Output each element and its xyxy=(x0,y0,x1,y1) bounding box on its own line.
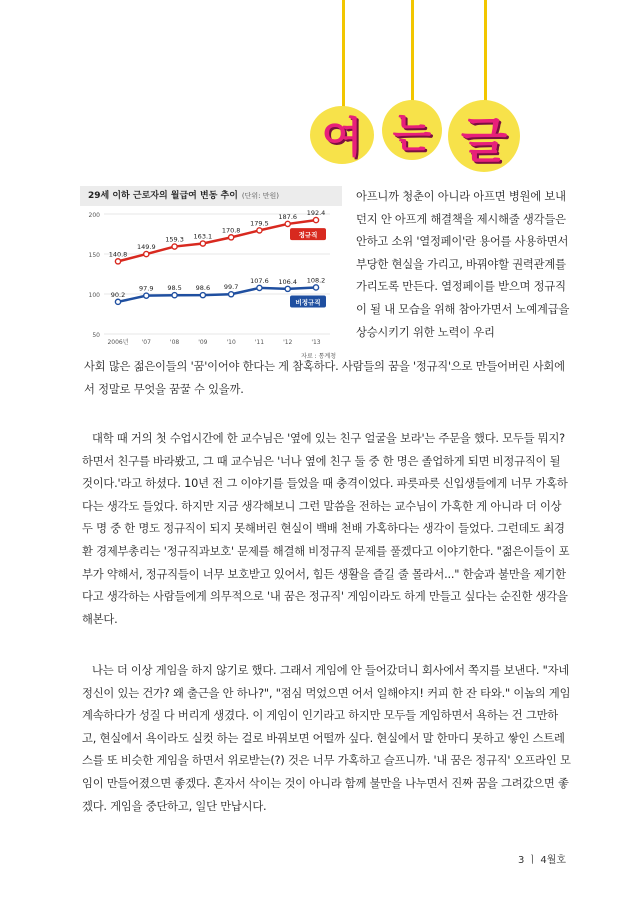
data-label: 170.8 xyxy=(221,226,241,235)
chart-title-text: 29세 이하 근로자의 월급여 변동 추이 xyxy=(88,191,238,201)
data-label: 140.8 xyxy=(108,250,128,259)
y-tick-label: 100 xyxy=(88,292,100,299)
chart-title xyxy=(80,186,342,206)
title-bubble-2 xyxy=(382,100,442,160)
hanging-string-2 xyxy=(411,0,414,104)
data-label: 98.6 xyxy=(195,284,211,293)
title-char-2: 는 xyxy=(392,110,432,157)
x-tick-label: '08 xyxy=(169,339,180,346)
data-point xyxy=(172,244,177,249)
y-tick-label: 50 xyxy=(92,332,100,339)
chart-source: 자료 : 통계청 xyxy=(301,353,336,360)
x-tick-label: '09 xyxy=(198,339,208,346)
x-tick-label: '12 xyxy=(283,339,293,346)
title-char-3: 글 xyxy=(460,112,508,169)
data-label: 149.9 xyxy=(136,243,156,252)
data-point xyxy=(200,241,205,246)
data-label: 179.5 xyxy=(250,219,269,228)
data-label: 107.6 xyxy=(250,276,269,285)
y-tick-label: 200 xyxy=(88,212,100,219)
data-point xyxy=(313,217,318,222)
title-bubble-3 xyxy=(448,100,520,172)
data-point xyxy=(285,221,290,226)
x-tick-label: '10 xyxy=(226,339,236,346)
salary-chart xyxy=(80,186,342,360)
data-label: 90.2 xyxy=(110,290,126,299)
title-char-1: 여 xyxy=(321,113,363,162)
chart-unit: (단위: 만원) xyxy=(241,192,280,200)
legend-label-1: 비정규직 xyxy=(295,298,321,307)
data-point xyxy=(313,285,318,290)
data-label: 159.3 xyxy=(165,235,184,244)
hanging-string-3 xyxy=(484,0,487,108)
x-tick-label: 2006년 xyxy=(107,339,129,346)
data-point xyxy=(144,251,149,256)
x-tick-label: '11 xyxy=(254,339,265,346)
data-label: 99.7 xyxy=(223,283,239,292)
legend-label-0: 정규직 xyxy=(298,231,318,240)
paragraph-1-continued: 사회 많은 젊은이들의 '꿈'이어야 한다는 게 참혹하다. 사람들의 꿈을 '정규직'으로 만들어버린 사회에서 정말로 무엇을 꿈꿀 수 있을까. xyxy=(84,360,565,396)
data-point xyxy=(229,235,234,240)
data-label: 97.9 xyxy=(139,284,154,293)
data-label: 192.4 xyxy=(306,209,326,218)
y-tick-label: 150 xyxy=(88,252,100,259)
data-point xyxy=(115,299,120,304)
x-tick-label: '07 xyxy=(141,339,151,346)
page-footer: 3 ㅣ 4월호 xyxy=(518,855,567,866)
paragraph-1-intro: 아프니까 청춘이 아니라 아프면 병원에 보내던지 안 아프게 해결책을 제시해줄 생각들은 안하고 소위 '열정페이'란 용어를 사용하면서 부당한 현실을 가리고, 바꿔야할 권력관계를 가리도록 만든다. 열정페이를 받으며 정규직이 될 내 모습을 위해 참아가면서 노예계급을 상승시키기 위한 노력이 우리 xyxy=(356,190,570,339)
hanging-string-1 xyxy=(342,0,345,110)
data-label: 187.6 xyxy=(278,212,298,221)
paragraph-2: 대학 때 거의 첫 수업시간에 한 교수님은 '옆에 있는 친구 얼굴을 보라'는 주문을 했다. 모두들 뭐지? 하면서 친구를 바라봤고, 그 때 교수님은 '너나 옆에 친구 둘 중 한 명은 졸업하게 되면 비정규직이 될 것이다.'라고 하셨다. 10년 전 그 이야기를 들었을 때 충격이었다. 파릇파릇 신입생들에게 너무 가혹하다는 생각도 들었다. 하지만 지금 생각해보니 그런 말씀을 전하는 교수님이 가혹한 게 아니라 더 이상 두 명 중 한 명도 정규직이 되지 못해버린 현실이 백배 천배 가혹하다는 생각이 들었다. 그런데도 최경환 경제부총리는 '정규직과보호' 문제를 해결해 비정규직 문제를 풀겠다고 이야기한다. "젊은이들이 포부가 약해서, 정규직들이 너무 보호받고 있어서, 힘든 생활을 즐길 줄 몰라서..." 한숨과 불만을 제기한다고 생각하는 사람들에게 의무적으로 '내 꿈은 정규직' 게임이라도 하게 만들고 싶다는 순진한 생각을 해본다. xyxy=(82,432,570,626)
paragraph-3: 나는 더 이상 게임을 하지 않기로 했다. 그래서 게임에 안 들어갔더니 회사에서 쪽지를 보낸다. "자네 정신이 있는 건가? 왜 출근을 안 하나?", "점심 먹었으면 어서 일해야지! 커피 한 잔 타와." 이놈의 게임 계속하다가 성질 다 버리게 생겼다. 이 게임이 인기라고 하지만 모두들 게임하면서 욕하는 건 그만하고, 현실에서 욕이라도 실컷 하는 걸로 바꿔보면 어떨까 싶다. 현실에서 말 한마디 못하고 쌓인 스트레스를 또 비슷한 게임을 하면서 위로받는(?) 것은 너무 가혹하고 슬프니까. '내 꿈은 정규직' 오프라인 모임이 만들어졌으면 좋겠다. 혼자서 삭이는 것이 아니라 함께 불만을 나누면서 진짜 꿈을 그려갔으면 좋겠다. 게임을 중단하고, 일단 만납시다. xyxy=(82,664,571,813)
data-point xyxy=(172,293,177,298)
chart-plot xyxy=(80,206,342,356)
data-label: 106.4 xyxy=(278,277,298,286)
data-point xyxy=(115,259,120,264)
data-point xyxy=(200,293,205,298)
data-point xyxy=(229,292,234,297)
data-label: 163.1 xyxy=(193,232,213,241)
data-point xyxy=(257,285,262,290)
title-bubble-1 xyxy=(310,106,374,164)
data-label: 108.2 xyxy=(306,276,326,285)
data-label: 98.5 xyxy=(167,284,182,293)
x-tick-label: '13 xyxy=(311,339,321,346)
data-point xyxy=(257,228,262,233)
data-point xyxy=(285,286,290,291)
data-point xyxy=(144,293,149,298)
